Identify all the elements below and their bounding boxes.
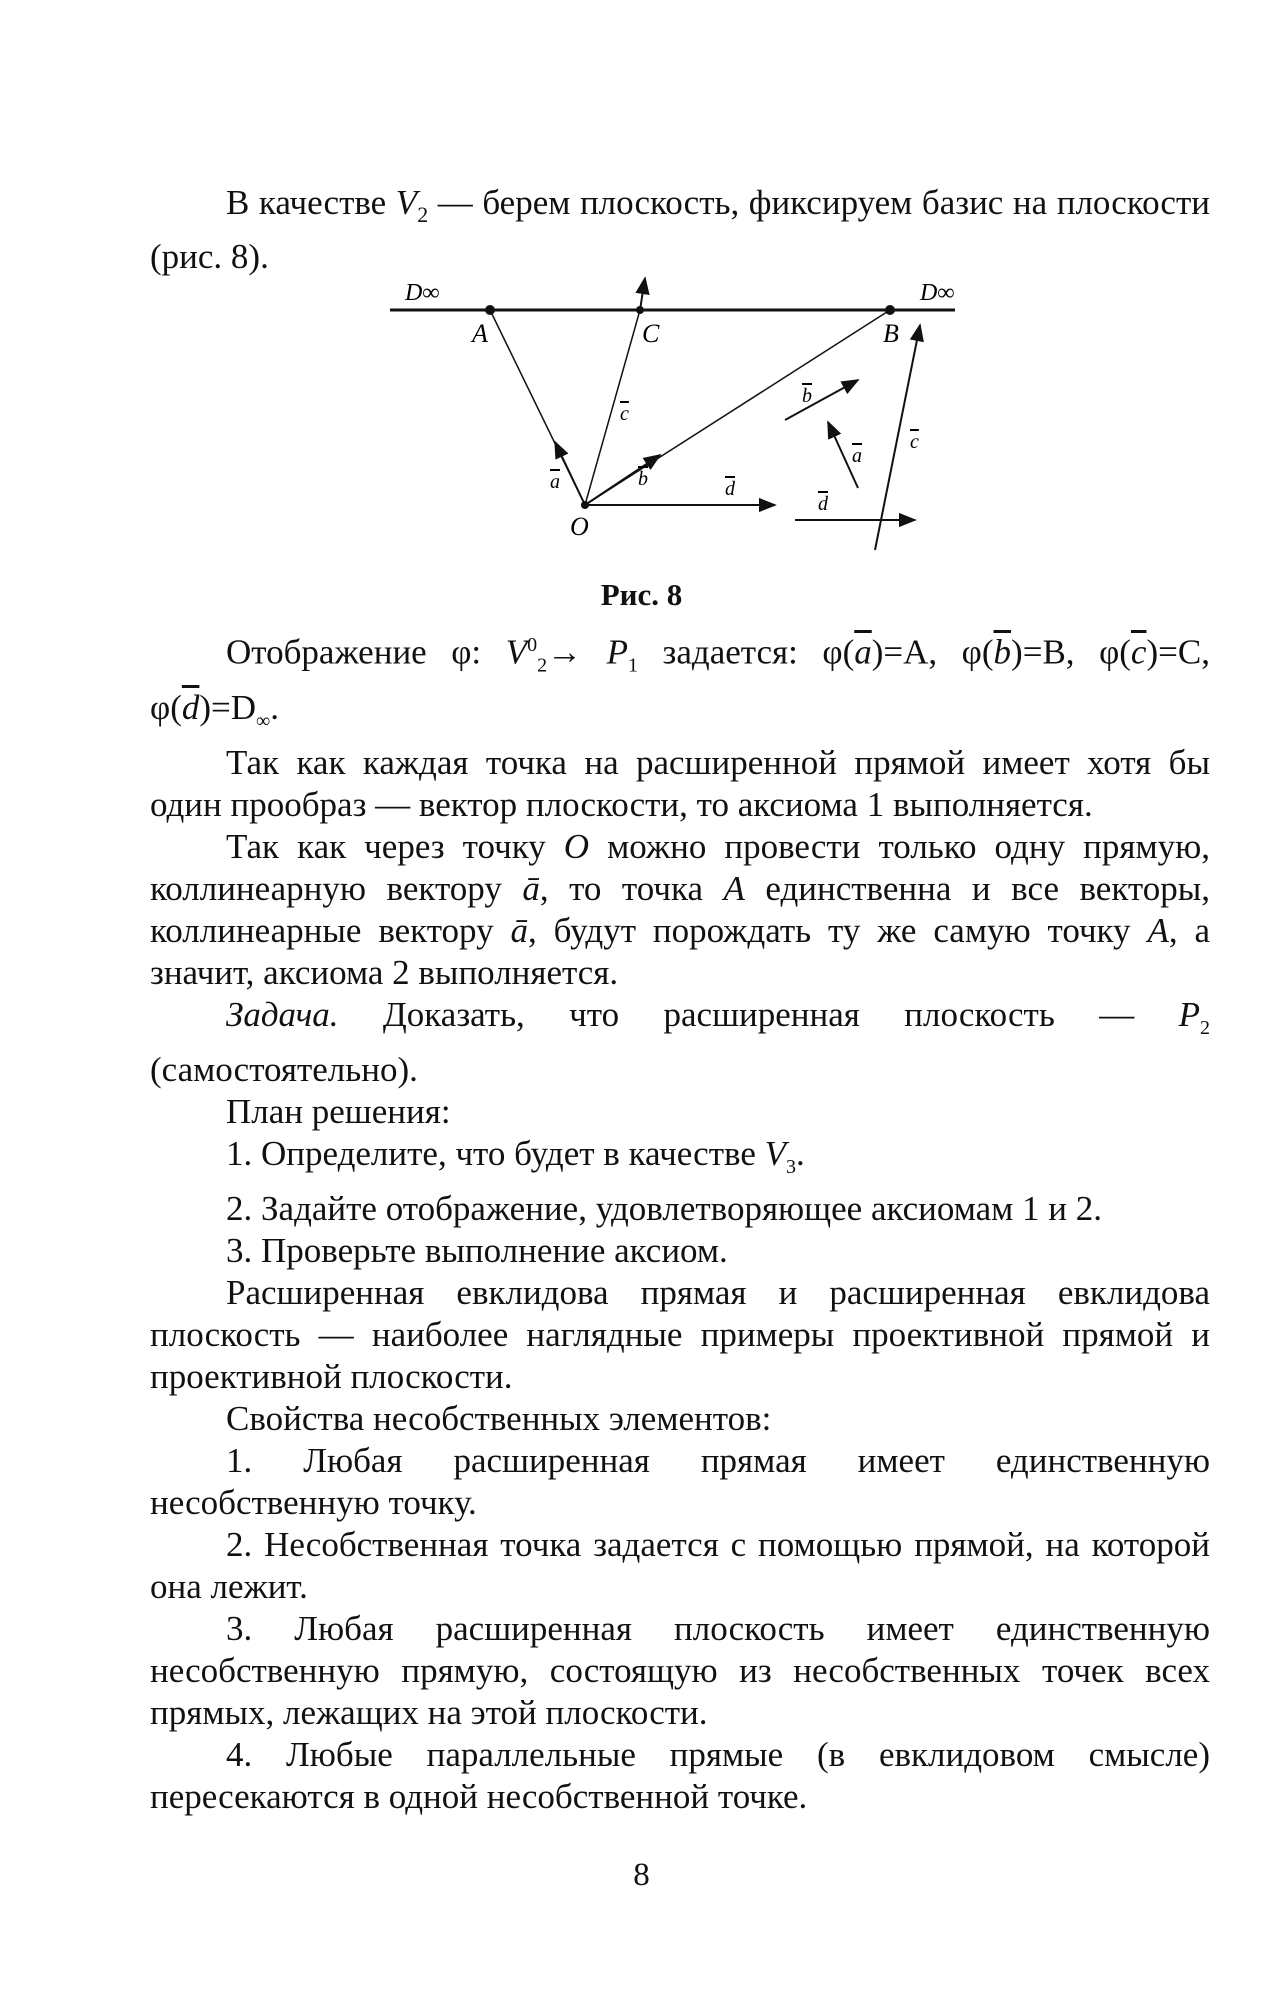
label-vec-c: c	[620, 403, 629, 425]
label-b: B	[883, 319, 899, 348]
plan-title: План решения:	[226, 1091, 451, 1131]
text-run: , будут порождать ту же самую точку	[527, 910, 1148, 950]
text-run: 1. Определите, что будет в качестве	[226, 1133, 765, 1173]
text-run: )=C, φ(	[150, 632, 1210, 727]
symbol-p: P	[606, 632, 628, 672]
subscript: 2	[1200, 1016, 1210, 1039]
text-run: .	[270, 687, 280, 727]
text-run: задается: φ(	[638, 632, 855, 672]
main-text	[150, 624, 1210, 1818]
property-2: 2. Несобственная точка задается с помощью прямой, на которой она лежит.	[150, 1524, 1210, 1606]
subscript: ∞	[256, 709, 271, 732]
ray-ob	[585, 310, 890, 505]
symbol-o: O	[563, 826, 590, 866]
task-paragraph	[150, 994, 1210, 1091]
label-free-a: a	[852, 445, 862, 467]
text-run: Доказать, что расширенная плоскость —	[338, 994, 1179, 1034]
label-free-b: b	[802, 385, 812, 407]
text-run: →	[547, 632, 607, 672]
plan-item-1	[150, 1133, 1210, 1188]
symbol-p: P	[1178, 994, 1200, 1034]
text-run: , то точка	[539, 868, 724, 908]
label-d-inf-left: D∞	[405, 280, 440, 306]
subscript: 2	[537, 654, 548, 677]
superscript: 0	[527, 634, 538, 656]
text-run: Так как через точку	[226, 826, 564, 866]
label-vec-a: a	[550, 471, 560, 493]
label-free-d: d	[818, 493, 828, 515]
subscript: 3	[786, 1155, 797, 1178]
symbol-a: A	[723, 868, 745, 908]
vector-d: $\overline{d}$	[181, 687, 200, 727]
subscript: 1	[628, 654, 638, 677]
mapping-paragraph	[150, 624, 1210, 742]
axiom1-paragraph: Так как каждая точка на расширенной прямой имеет хотя бы один прообраз — вектор плоскости, то аксиома 1 выполняется.	[150, 742, 1210, 824]
symbol-v: V	[395, 183, 418, 222]
text-run: , а значит, аксиома 2 выполняется.	[150, 910, 1210, 992]
figure-caption: Рис. 8	[600, 577, 683, 612]
props-title: Свойства несобственных элементов:	[226, 1398, 772, 1438]
vector-c-arrow	[640, 278, 645, 310]
vector-a: ā	[522, 868, 540, 908]
text-run: .	[796, 1133, 805, 1173]
vector-c: $\overline{c}$	[1130, 632, 1147, 672]
symbol-v: V	[764, 1133, 787, 1173]
task-label: Задача.	[226, 994, 339, 1034]
text-run: единственна и все векторы, коллинеарные вектору	[150, 868, 1210, 950]
property-3: 3. Любая расширенная плоскость имеет единственную несобственную прямую, состоящую из несобственных точек всех прямых, лежащих на этой плоскости.	[150, 1608, 1210, 1732]
vector-b: $\overline{b}$	[993, 632, 1012, 672]
text-run: Отображение φ:	[226, 632, 506, 672]
label-o: O	[570, 512, 589, 541]
plan-item-3: 3. Проверьте выполнение аксиом.	[226, 1230, 728, 1270]
label-d-inf-right: D∞	[920, 280, 955, 306]
extended-paragraph: Расширенная евклидова прямая и расширенная евклидова плоскость — наиболее наглядные примеры проективной прямой и проективной плоскости.	[150, 1272, 1210, 1396]
text-run: )=D	[199, 687, 257, 727]
label-vec-b: b	[638, 468, 648, 490]
page-number: 8	[633, 1857, 650, 1893]
symbol-a: A	[1147, 910, 1169, 950]
property-4: 4. Любые параллельные прямые (в евклидовом смысле) пересекаются в одной несобственной точке.	[150, 1734, 1210, 1816]
property-1: 1. Любая расширенная прямая имеет единственную несобственную точку.	[150, 1440, 1210, 1522]
text-run: можно провести только одну прямую, коллинеарную вектору	[150, 826, 1211, 908]
label-vec-d: d	[725, 478, 735, 500]
text-run: — берем плоскость, фиксируем базис на плоскости (рис. 8).	[150, 183, 1210, 276]
intro-paragraph	[150, 182, 1210, 278]
symbol-v: V	[505, 632, 528, 672]
label-free-c: c	[910, 431, 919, 453]
axiom2-paragraph	[150, 826, 1210, 994]
point-o	[581, 501, 589, 509]
label-a: A	[472, 319, 488, 348]
label-c: C	[642, 319, 660, 348]
figure-8	[380, 270, 980, 560]
vector-a: $\overline{a}$	[854, 632, 872, 672]
text-run: )=B, φ(	[1011, 632, 1131, 672]
text-run: (самостоятельно).	[150, 1049, 418, 1089]
plan-item-2: 2. Задайте отображение, удовлетворяющее аксиомам 1 и 2.	[226, 1188, 1103, 1228]
vector-a: ā	[510, 910, 528, 950]
text-run: В качестве	[226, 183, 396, 222]
free-vector-b	[785, 380, 858, 420]
text-run: )=A, φ(	[871, 632, 994, 672]
subscript: 2	[417, 202, 429, 227]
